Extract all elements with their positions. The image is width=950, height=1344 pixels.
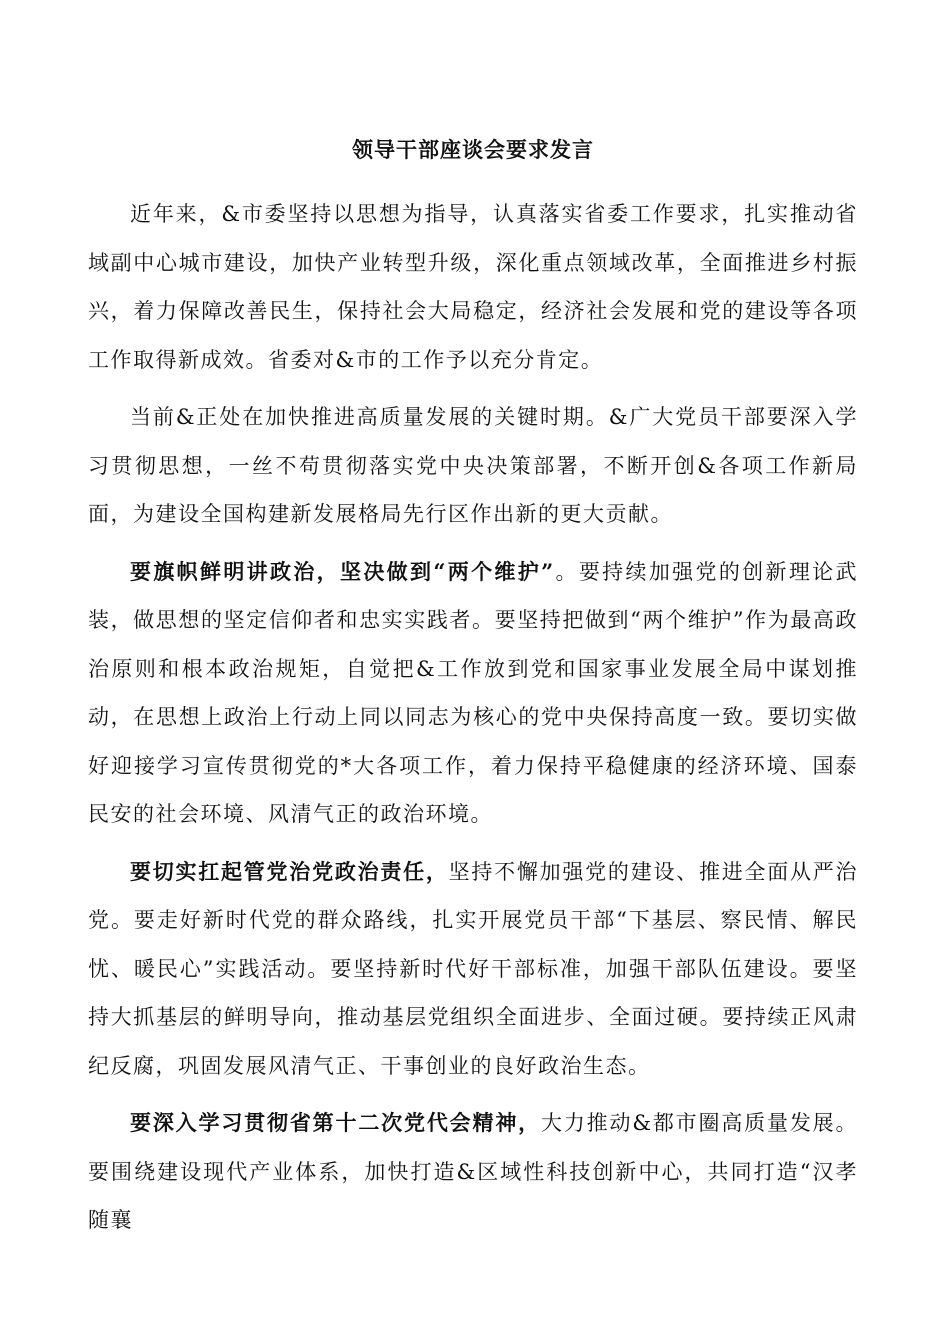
paragraph-1 (88, 190, 858, 384)
paragraph-2 (88, 393, 858, 539)
paragraph-3 (88, 548, 858, 839)
paragraph-4 (88, 848, 858, 1091)
paragraph-text: 近年来，&市委坚持以思想为指导，认真落实省委工作要求，扎实推动省域副中心城市建设，加快产业转型升级，深化重点领域改革，全面推进乡村振兴，着力保障改善民生，保持社会大局稳定，经济社会发展和党的建设等各项工作取得新成效。省委对&市的工作予以充分肯定。 (88, 202, 858, 372)
paragraph-text: 坚持不懈加强党的建设、推进全面从严治党。要走好新时代党的群众路线，扎实开展党员干部“下基层、察民情、解民忧、暖民心”实践活动。要坚持新时代好干部标准，加强干部队伍建设。要坚持大抓基层的鲜明导向，推动基层党组织全面进步、全面过硬。要持续正风肃纪反腐，巩固发展风清气正、干事创业的良好政治生态。 (88, 859, 859, 1078)
document-page (88, 130, 858, 1254)
paragraph-lead: 要切实扛起管党治党政治责任， (130, 858, 449, 884)
document-title: 领导干部座谈会要求发言 (352, 137, 594, 162)
paragraph-text: 。要持续加强党的创新理论武装，做思想的坚定信仰者和忠实实践者。要坚持把做到“两个维护”作为最高政治原则和根本政治规矩，自觉把&工作放到党和国家事业发展全局中谋划推动，在思想上政治上行动上同以同志为核心的党中央保持高度一致。要切实做好迎接学习宣传贯彻党的*大各项工作，着力保持平稳健康的经济环境、国泰民安的社会环境、风清气正的政治环境。 (88, 559, 858, 826)
paragraph-text: 大力推动&都市圈高质量发展。要围绕建设现代产业体系，加快打造&区域性科技创新中心，共同打造“汉孝随襄 (88, 1111, 858, 1232)
paragraph-lead: 要旗帜鲜明讲政治，坚决做到“两个维护” (130, 558, 555, 584)
paragraph-text: 当前&正处在加快推进高质量发展的关键时期。&广大党员干部要深入学习贯彻思想，一丝不苟贯彻落实党中央决策部署，不断开创&各项工作新局面，为建设全国构建新发展格局先行区作出新的更大贡献。 (88, 405, 858, 526)
paragraph-lead: 要深入学习贯彻省第十二次党代会精神， (130, 1110, 541, 1135)
paragraph-5 (88, 1099, 858, 1245)
